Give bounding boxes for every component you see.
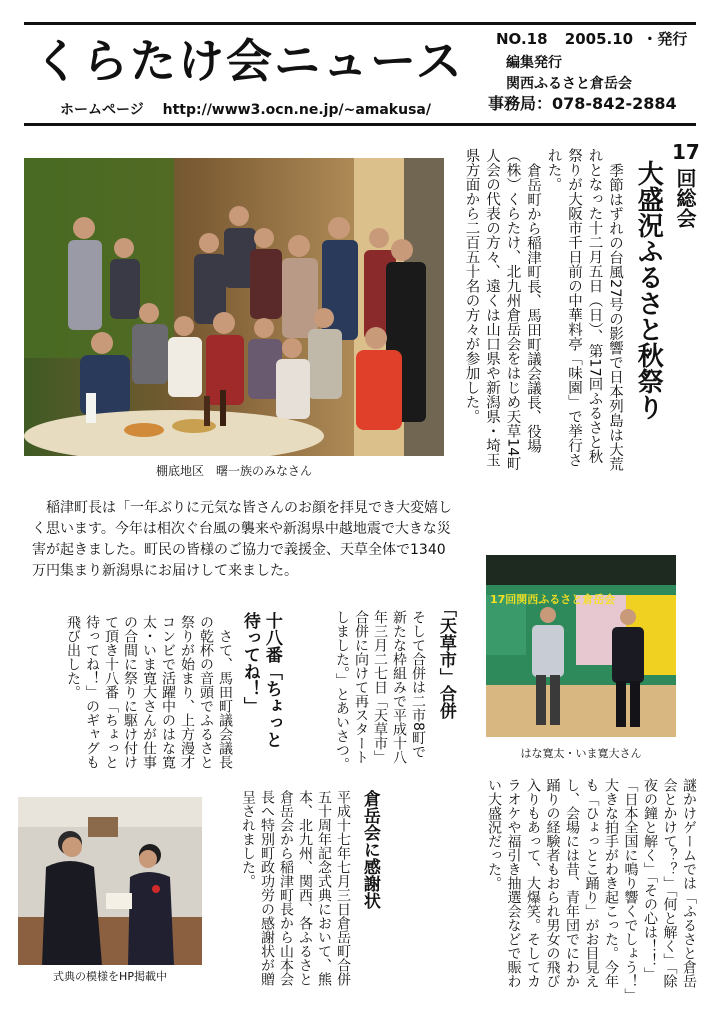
office-label: 事務局：	[488, 94, 553, 113]
game-article	[392, 778, 698, 996]
mayor-speech-paragraph: 稲津町長は「一年ぶりに元気な皆さんのお顔を拝見でき大変嬉しく思います。今年は相次ぐ台風の襲来や新潟県中越地震で大きな災害が起きました。町民の皆様のご協力で義援金、天草全体で1340万円集まり新潟県にお届けして来ました。	[32, 500, 452, 579]
ceremony-photo-caption: 式典の模様をHP掲載中	[53, 970, 167, 983]
main-headline-number: 17	[672, 140, 700, 164]
stage-photo-illustration	[486, 555, 676, 737]
homepage-line	[60, 99, 431, 119]
issue-number: NO.18	[496, 30, 548, 48]
main-article-body	[455, 148, 625, 478]
stage-photo-caption: はな寛太・いま寛大さん	[520, 747, 642, 760]
ceremony-photo	[18, 797, 202, 965]
juhachiban-headline-1: 十八番「ちょっと	[261, 612, 282, 748]
group-photo-illustration	[24, 158, 444, 456]
main-headline: 大盛況ふるさと秋祭り	[633, 160, 664, 420]
header-rule	[24, 123, 696, 126]
juhachiban-text: さて、馬田町議会議長の乾杯の音頭でふるさと祭りが始まり、上方漫才コンビで活躍中のはな寛太・いま寛大さんが仕事の合間に祭りに駆け付けて頂き十八番「ちょっと待ってね！」のギャグも飛び出した。	[65, 615, 233, 769]
published-label: ・発行	[642, 30, 688, 48]
main-article-paragraph: 倉岳町から稲津町長、馬田町議会議長、役場（株）くらたけ、北九州倉岳会をはじめ天草14町人会の代表の方々、遠くは山口県や新潟県・埼玉県方面から二百五十名の方々が参加した。	[463, 148, 541, 471]
issue-line	[496, 32, 687, 47]
juhachiban-headline-2: 待ってね！」	[239, 612, 260, 714]
juhachiban-article	[48, 615, 234, 780]
office-line	[488, 96, 677, 112]
phone-number: 078-842-2884	[552, 94, 677, 113]
stage-banner-text: 17回関西ふるさと倉岳会	[490, 593, 616, 606]
kanshajo-headline: 倉岳会に感謝状	[359, 790, 380, 909]
editor-label: 編集発行	[506, 55, 562, 71]
top-rule	[24, 22, 696, 25]
kanshajo-text: 平成十七年七月三日倉岳町合併五十周年記念式典において、熊本、北九州、関西、各ふるさと倉岳会から稲津町長から山本会長へ特別町政功労の感謝状が贈呈されました。	[240, 790, 351, 986]
main-headline-kai: 回総会	[673, 168, 697, 228]
homepage-link[interactable]: http://www3.ocn.ne.jp/~amakusa/	[162, 102, 431, 118]
editor-name: 関西ふるさと倉岳会	[506, 76, 632, 92]
kanshajo-article	[212, 790, 352, 990]
gappei-text: そして合併は二市8町で新たな枠組みで平成十八年三月二七日「天草市」合併に向けて再スタートしました。」とあいさつ。	[334, 610, 426, 771]
group-photo-caption: 棚底地区 曙一族のみなさん	[155, 464, 312, 478]
homepage-label: ホームページ	[60, 102, 144, 118]
group-photo	[24, 158, 444, 456]
game-text: 謎かけゲームでは「ふるさと倉岳会とかけて？？」「何と解く」「除夜の鐘と解く」「その心は！！」「日本全国に鳴り響くでしょう！」大きな拍手がわき起こった。今年も「ひょっとこ踊り」がお目見えし、会場には昔、青年団でにわか踊りの経験者もおられ男女の飛び入りもあって、大爆笑。そしてカラオケや福引き抽選会などで賑わい大盛況だった。	[486, 778, 697, 995]
gappei-article	[302, 610, 427, 772]
stage-photo	[486, 555, 676, 737]
ceremony-photo-illustration	[18, 797, 202, 965]
newsletter-title: くらたけ会ニュース	[34, 34, 464, 88]
gappei-headline: 「天草市」合併	[435, 600, 456, 719]
main-article-paragraph: 季節はずれの台風27号の影響で日本列島は大荒れとなった十二月五日（日）、第17回ふるさと秋祭りが大阪市千日前の中華料亭「味園」で挙行された。	[545, 148, 623, 471]
issue-date: 2005.10	[564, 30, 634, 48]
